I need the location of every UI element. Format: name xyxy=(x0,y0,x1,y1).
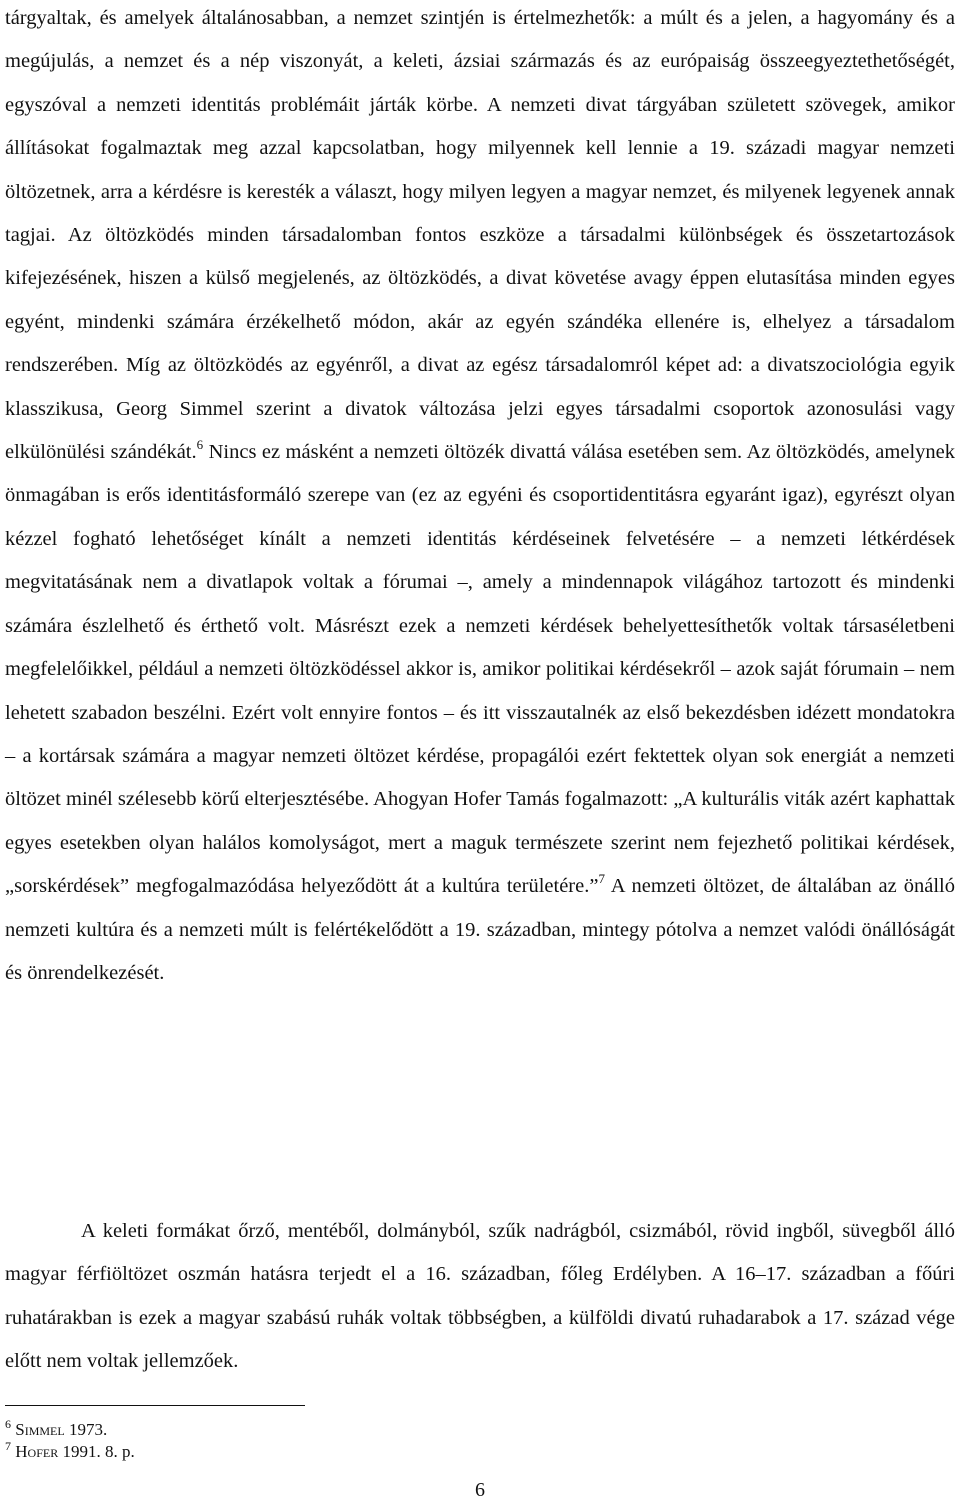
paragraph-2-text: A keleti formákat őrző, mentéből, dolmányból, szűk nadrágból, csizmából, rövid ingből, süvegből álló magyar férfiöltözet oszmán hatásra terjedt el a 16. században, főleg Erdélyben. A 16–17. században a főúri ruhatárakban is ezek a magyar szabású ruhák voltak többségben, a külföldi divatú ruhadarabok a 17. század vége előtt nem voltak jellemzőek. xyxy=(5,1220,955,1373)
footnote-7 xyxy=(5,1439,135,1462)
footnote-6-number: 6 xyxy=(5,1417,11,1431)
footnote-7-author: Hofer xyxy=(15,1442,59,1461)
footnote-6 xyxy=(5,1417,108,1440)
paragraph-1-text-c: A nemzeti öltözet, de általában az önálló nemzeti kultúra és a nemzeti múlt is felértékelődött a 19. században, mintegy pótolva a nemzet valódi önállóságát és önrendelkezését. xyxy=(5,875,955,984)
body-paragraph-1 xyxy=(5,0,955,995)
footnote-7-number: 7 xyxy=(5,1439,11,1453)
body-paragraph-2 xyxy=(5,1210,955,1384)
footnote-ref-7[interactable]: 7 xyxy=(598,871,605,887)
paragraph-1-text-b: Nincs ez másként a nemzeti öltözék divattá válása esetében sem. Az öltözködés, amelynek önmagában is erős identitásformáló szerepe van (ez az egyéni és csoportidentitásra egyaránt igaz), egyrészt olyan kézzel fogható lehetőséget kínált a nemzeti identitás kérdéseinek felvetésére – a nemzeti létkérdések megvitatásának nem a divatlapok voltak a fórumai –, amely a mindennapok világához tartozott és mindenki számára észlelhető és érthető volt. Másrészt ezek a nemzeti kérdések behelyettesíthetők voltak társaséletbeni megfelelőikkel, például a nemzeti öltözködéssel akkor is, amikor politikai kérdésekről – azok saját fórumain – nem lehetett szabadon beszélni. Ezért volt ennyire fontos – és itt visszautalnék az első bekezdésben idézett mondatokra – a kortársak számára a magyar nemzeti öltözet kérdése, propagálói ezért fektettek olyan sok energiát a nemzeti öltözet minél szélesebb körű elterjesztésébe. Ahogyan Hofer Tamás fogalmazott: „A kulturális viták azért kaphattak egyes esetekben olyan halálos komolyságot, mert a maguk természete szerint nem fejezhető politikai kérdések, „sorskérdések” megfogalmazódása helyeződött át a kultúra területére.” xyxy=(5,441,955,898)
footnote-7-citation: 1991. 8. p. xyxy=(58,1442,135,1461)
paragraph-1-text-a: tárgyaltak, és amelyek általánosabban, a nemzet szintjén is értelmezhetők: a múlt és a jelen, a hagyomány és a megújulás, a nemzet és a nép viszonyát, a keleti, ázsiai származás és az európaiság összeegyeztethetőségét, egyszóval a nemzeti identitás problémáit járták körbe. A nemzeti divat tárgyában született szövegek, amikor állításokat fogalmaztak meg azzal kapcsolatban, hogy milyennek kell lennie a 19. századi magyar nemzeti öltözetnek, arra a kérdésre is keresték a választ, hogy milyen legyen a magyar nemzet, és milyenek legyenek annak tagjai. Az öltözködés minden társadalomban fontos eszköze a társadalmi különbségek és összetartozások kifejezésének, hiszen a külső megjelenés, az öltözködés, a divat követése avagy éppen elutasítása minden egyes egyént, mindenki számára érzékelhető módon, akár az egyén szándéka ellenére is, elhelyez a társadalom rendszerében. Míg az öltözködés az egyénről, a divat az egész társadalomról képet ad: a divatszociológia egyik klasszikusa, Georg Simmel szerint a divatok változása jelzi egyes társadalmi csoportok azonosulási vagy elkülönülési szándékát. xyxy=(5,7,955,464)
footnote-6-author: Simmel xyxy=(15,1420,65,1439)
footnote-ref-6[interactable]: 6 xyxy=(196,437,204,453)
page-number: 6 xyxy=(475,1479,485,1501)
footnote-separator xyxy=(5,1405,305,1406)
footnote-6-citation: 1973. xyxy=(64,1420,108,1439)
